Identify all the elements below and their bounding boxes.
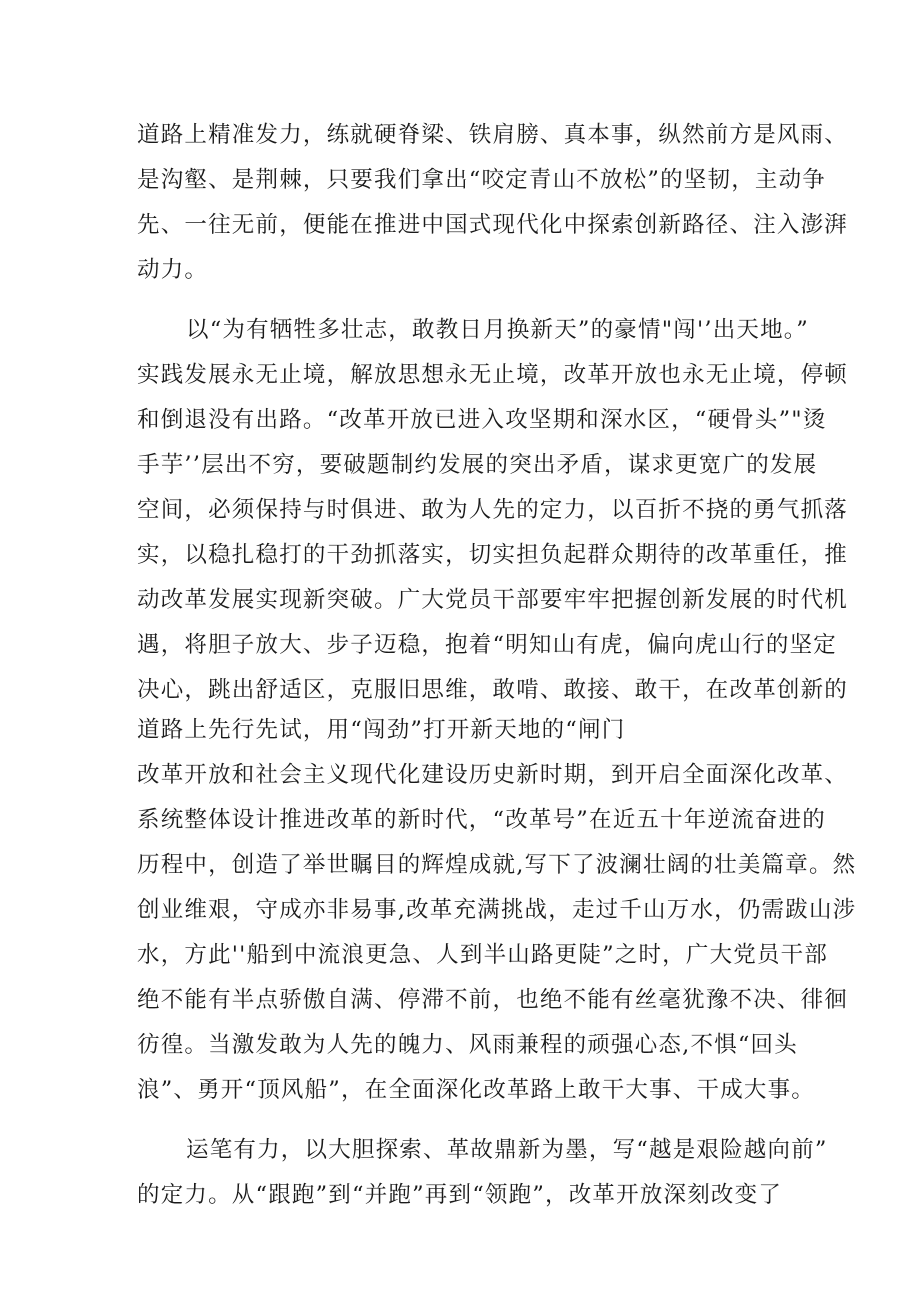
text-line: 遇，将胆子放大、步子迈稳，抱着“明知山有虎，偏向虎山行的坚定 [137, 632, 838, 658]
text-line: 先、一往无前，便能在推进中国式现代化中探索创新路径、注入澎湃 [137, 212, 849, 238]
text-line: 的定力。从“跟跑”到“并跑”再到“领跑”，改革开放深刻改变了 [137, 1182, 783, 1208]
text-line: 道路上先行先试，用“闯劲”打开新天地的“闸门 [137, 717, 626, 743]
text-line: 运笔有力，以大胆探索、革故鼎新为墨，写“越是艰险越向前” [186, 1137, 828, 1163]
text-line: 和倒退没有出路。“改革开放已进入攻坚期和深水区，“硬骨头”"烫 [137, 407, 827, 433]
text-line: 绝不能有半点骄傲自满、停滞不前，也绝不能有丝毫犹豫不决、徘徊 [137, 987, 849, 1013]
text-line: 动改革发展实现新突破。广大党员干部要牢牢把握创新发展的时代机 [137, 587, 849, 613]
text-line: 实践发展永无止境，解放思想永无止境，改革开放也永无止境，停顿 [137, 362, 849, 388]
text-line: 系统整体设计推进改革的新时代，“改革号”在近五十年逆流奋进的 [137, 807, 827, 833]
text-line: 动力。 [137, 257, 209, 283]
text-line: 改革开放和社会主义现代化建设历史新时期，到开启全面深化改革、 [137, 762, 849, 788]
text-line: 水，方此''船到中流浪更急、人到半山路更陡”之时，广大党员干部 [137, 942, 829, 968]
text-line: 道路上精准发力，练就硬脊梁、铁肩膀、真本事，纵然前方是风雨、 [137, 122, 849, 148]
text-line: 历程中，创造了举世瞩目的辉煌成就,写下了波澜壮阔的壮美篇章。然 [137, 852, 857, 878]
text-line: 是沟壑、是荆棘，只要我们拿出“咬定青山不放松”的坚韧，主动争 [137, 167, 827, 193]
text-line: 手芋’’层出不穷，要破题制约发展的突出矛盾，谋求更宽广的发展 [137, 452, 818, 478]
text-line: 空间，必须保持与时俱进、敢为人先的定力，以百折不挠的勇气抓落 [137, 497, 849, 523]
text-line: 创业维艰，守成亦非易事,改革充满挑战，走过千山万水，仍需跋山涉 [137, 897, 857, 923]
text-line: 浪”、勇开“顶风船”，在全面深化改革路上敢干大事、干成大事。 [137, 1077, 816, 1103]
text-line: 实，以稳扎稳打的干劲抓落实，切实担负起群众期待的改革重任，推 [137, 542, 849, 568]
text-line: 决心，跳出舒适区，克服旧思维，敢啃、敢接、敢干，在改革创新的 [137, 677, 849, 703]
text-line: 以“为有牺牲多壮志，敢教日月换新天”的豪情"闯'’出天地。” [186, 317, 809, 343]
text-line: 彷徨。当激发敢为人先的魄力、风雨兼程的顽强心态,不惧“回头 [137, 1032, 798, 1058]
